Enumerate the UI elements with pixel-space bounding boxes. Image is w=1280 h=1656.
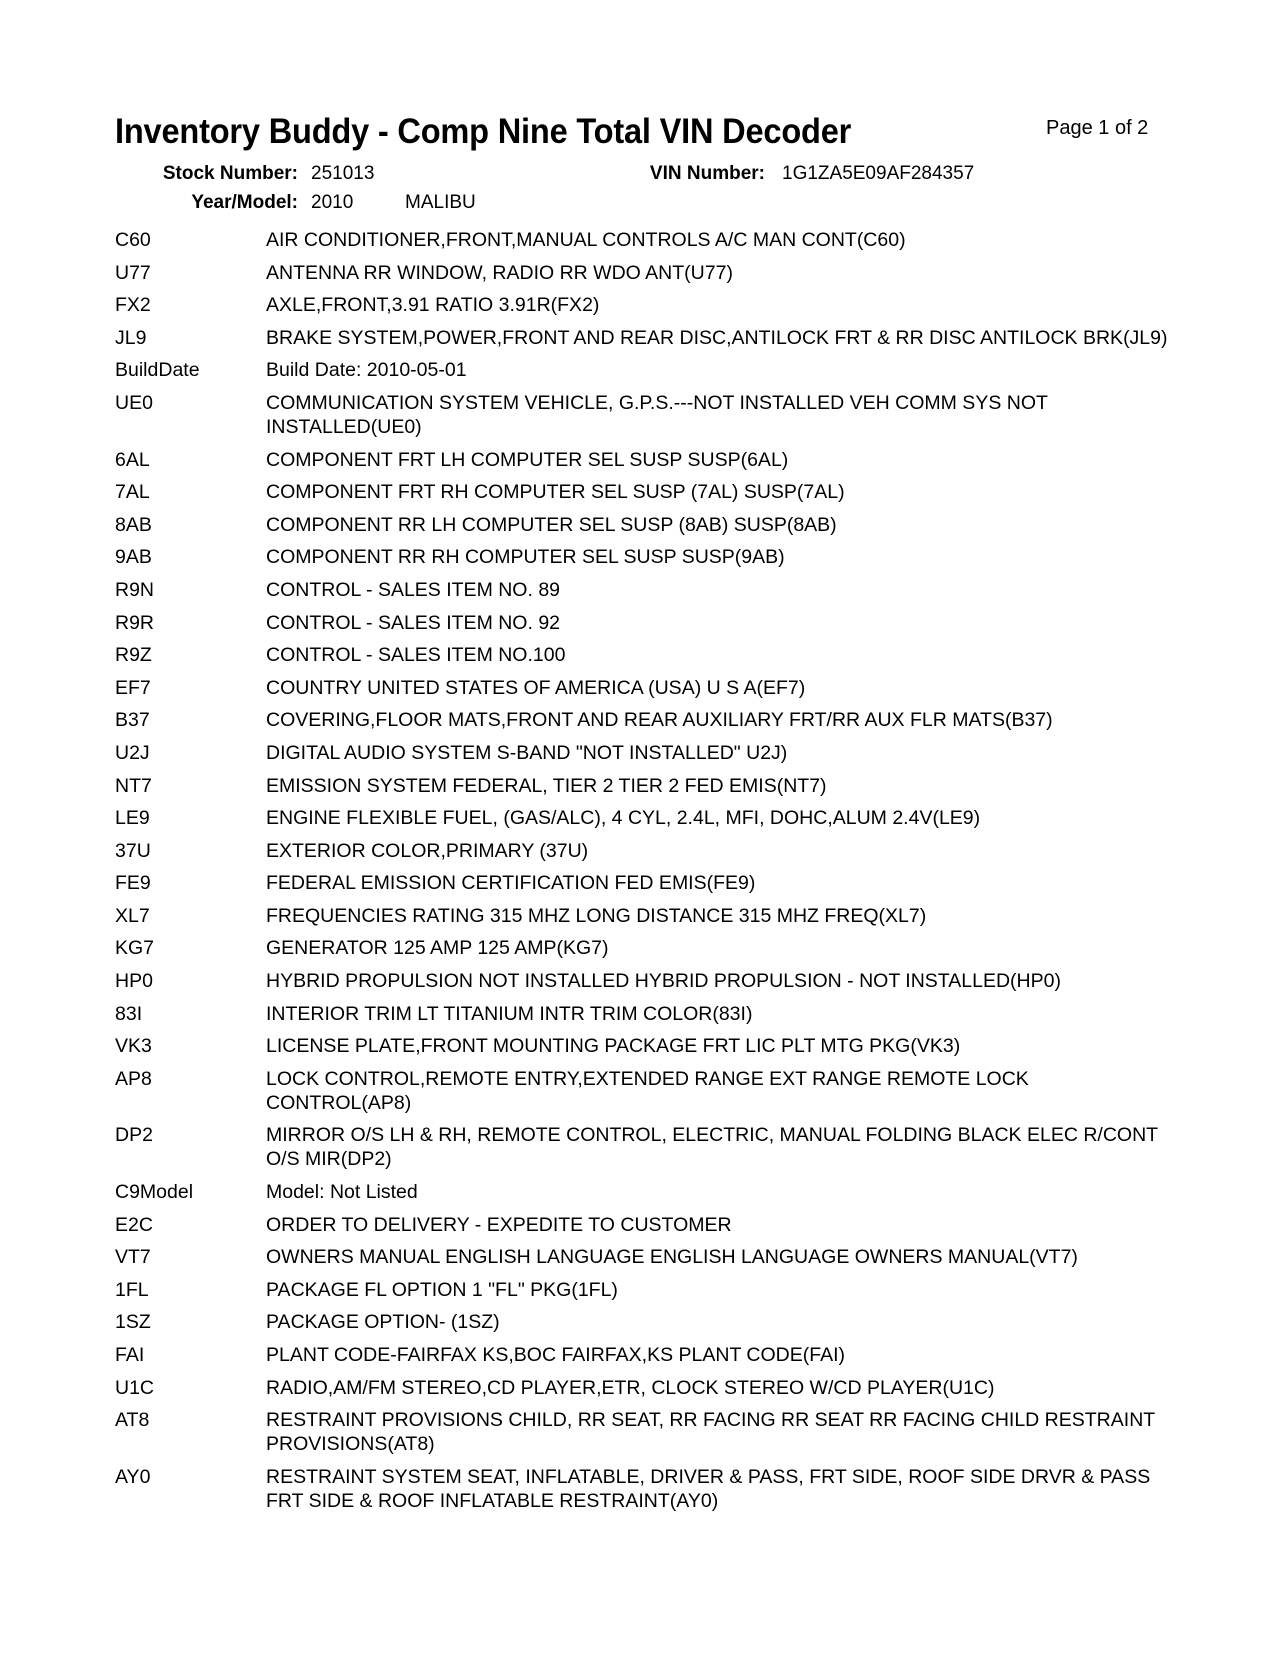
option-code: KG7 <box>115 937 155 960</box>
option-description: ANTENNA RR WINDOW, RADIO RR WDO ANT(U77) <box>266 261 733 284</box>
option-row <box>115 871 1175 895</box>
option-description: AXLE,FRONT,3.91 RATIO 3.91R(FX2) <box>266 294 600 317</box>
option-description: COUNTRY UNITED STATES OF AMERICA (USA) U S A(EF7) <box>266 676 806 699</box>
option-row <box>115 708 1175 732</box>
year-model-label: Year/Model: <box>191 192 298 213</box>
option-row <box>115 358 1175 382</box>
vin-number-value: 1G1ZA5E09AF284357 <box>782 163 975 184</box>
option-code: U1C <box>115 1376 155 1399</box>
option-code: HP0 <box>115 970 153 993</box>
option-description: DIGITAL AUDIO SYSTEM S-BAND "NOT INSTALLED" U2J) <box>266 741 788 764</box>
option-code: 6AL <box>115 448 150 471</box>
option-code: AT8 <box>115 1409 150 1432</box>
option-code: VT7 <box>115 1246 151 1269</box>
option-description: COVERING,FLOOR MATS,FRONT AND REAR AUXILIARY FRT/RR AUX FLR MATS(B37) <box>266 709 1053 732</box>
model-value: MALIBU <box>405 192 476 213</box>
option-description: INTERIOR TRIM LT TITANIUM INTR TRIM COLOR(83I) <box>266 1002 753 1025</box>
option-row <box>115 1245 1175 1269</box>
option-description: COMPONENT RR RH COMPUTER SEL SUSP SUSP(9AB) <box>266 546 785 569</box>
option-code: FE9 <box>115 872 151 895</box>
option-row <box>115 1180 1175 1204</box>
stock-number-value: 251013 <box>311 163 375 184</box>
option-row <box>115 1034 1175 1058</box>
page-title: Inventory Buddy - Comp Nine Total VIN Decoder <box>115 112 852 151</box>
option-description: CONTROL - SALES ITEM NO.100 <box>266 644 566 667</box>
option-row <box>115 293 1175 317</box>
option-row <box>115 261 1175 285</box>
option-description: RADIO,AM/FM STEREO,CD PLAYER,ETR, CLOCK STEREO W/CD PLAYER(U1C) <box>266 1376 995 1399</box>
option-row <box>115 839 1175 863</box>
option-description: ORDER TO DELIVERY - EXPEDITE TO CUSTOMER <box>266 1213 732 1236</box>
option-code: C60 <box>115 229 151 251</box>
option-code: C9Model <box>115 1181 194 1204</box>
option-row <box>115 611 1175 635</box>
option-description: COMPONENT FRT RH COMPUTER SEL SUSP (7AL) SUSP(7AL) <box>266 481 845 504</box>
option-row <box>115 936 1175 960</box>
option-row <box>115 969 1175 993</box>
option-description: EMISSION SYSTEM FEDERAL, TIER 2 TIER 2 FED EMIS(NT7) <box>266 774 827 797</box>
option-description: LICENSE PLATE,FRONT MOUNTING PACKAGE FRT LIC PLT MTG PKG(VK3) <box>266 1035 961 1058</box>
option-code: 83I <box>115 1002 143 1025</box>
option-description: CONTROL - SALES ITEM NO. 92 <box>266 611 561 634</box>
option-code: FAI <box>115 1344 145 1366</box>
option-code: 8AB <box>115 513 152 536</box>
option-row <box>115 326 1175 350</box>
option-description: PLANT CODE-FAIRFAX KS,BOC FAIRFAX,KS PLANT CODE(FAI) <box>266 1344 846 1366</box>
option-row <box>115 1343 1175 1367</box>
option-description: CONTROL - SALES ITEM NO. 89 <box>266 578 561 601</box>
option-code: XL7 <box>115 904 150 927</box>
option-code: NT7 <box>115 774 152 797</box>
option-description: OWNERS MANUAL ENGLISH LANGUAGE ENGLISH LANGUAGE OWNERS MANUAL(VT7) <box>266 1246 1078 1269</box>
option-description: PACKAGE OPTION- (1SZ) <box>266 1311 500 1334</box>
option-description: FREQUENCIES RATING 315 MHZ LONG DISTANCE 315 MHZ FREQ(XL7) <box>266 904 927 927</box>
option-row <box>115 513 1175 537</box>
option-description: EXTERIOR COLOR,PRIMARY (37U) <box>266 839 589 862</box>
option-row <box>115 228 1175 252</box>
option-description: Build Date: 2010-05-01 <box>266 359 467 382</box>
option-code: DP2 <box>115 1124 153 1147</box>
option-description: AIR CONDITIONER,FRONT,MANUAL CONTROLS A/C MAN CONT(C60) <box>266 229 906 251</box>
option-description: ENGINE FLEXIBLE FUEL, (GAS/ALC), 4 CYL, 2.4L, MFI, DOHC,ALUM 2.4V(LE9) <box>266 807 981 830</box>
option-description: HYBRID PROPULSION NOT INSTALLED HYBRID PROPULSION - NOT INSTALLED(HP0) <box>266 970 1061 993</box>
option-description: MIRROR O/S LH & RH, REMOTE CONTROL, ELECTRIC, MANUAL FOLDING BLACK ELEC R/CONT O/S MIR(DP2) <box>266 1124 1158 1171</box>
option-code-list <box>115 228 1175 1521</box>
option-code: U2J <box>115 741 150 764</box>
option-row <box>115 1376 1175 1400</box>
option-code: E2C <box>115 1213 153 1236</box>
option-row <box>115 774 1175 798</box>
option-row <box>115 1278 1175 1302</box>
option-description: RESTRAINT PROVISIONS CHILD, RR SEAT, RR FACING RR SEAT RR FACING CHILD RESTRAINT PROVISIONS(AT8) <box>266 1409 1155 1456</box>
option-description: RESTRAINT SYSTEM SEAT, INFLATABLE, DRIVER & PASS, FRT SIDE, ROOF SIDE DRVR & PASS FRT SIDE & ROOF INFLATABLE RESTRAINT(AY0) <box>266 1465 1151 1512</box>
vin-number-label: VIN Number: <box>649 163 765 184</box>
page-number: Page 1 of 2 <box>1046 117 1149 139</box>
option-code: 1FL <box>115 1278 149 1301</box>
option-code: UE0 <box>115 391 153 414</box>
option-row <box>115 480 1175 504</box>
option-row <box>115 741 1175 765</box>
option-row <box>115 1310 1175 1334</box>
option-code: LE9 <box>115 807 150 830</box>
option-code: FX2 <box>115 294 151 317</box>
option-code: AP8 <box>115 1067 152 1090</box>
option-code: EF7 <box>115 676 151 699</box>
option-code: R9R <box>115 611 155 634</box>
option-row <box>115 448 1175 472</box>
option-row <box>115 904 1175 928</box>
option-row <box>115 676 1175 700</box>
option-code: VK3 <box>115 1035 152 1058</box>
option-description: LOCK CONTROL,REMOTE ENTRY,EXTENDED RANGE EXT RANGE REMOTE LOCK CONTROL(AP8) <box>266 1067 1029 1114</box>
option-description: BRAKE SYSTEM,POWER,FRONT AND REAR DISC,ANTILOCK FRT & RR DISC ANTILOCK BRK(JL9) <box>266 326 1168 349</box>
option-code: R9N <box>115 578 155 601</box>
option-description: PACKAGE FL OPTION 1 "FL" PKG(1FL) <box>266 1278 618 1301</box>
option-code: U77 <box>115 261 151 284</box>
option-row <box>115 1002 1175 1026</box>
option-row <box>115 545 1175 569</box>
option-description: GENERATOR 125 AMP 125 AMP(KG7) <box>266 937 609 960</box>
option-description: COMPONENT RR LH COMPUTER SEL SUSP (8AB) SUSP(8AB) <box>266 513 837 536</box>
option-code: B37 <box>115 709 150 732</box>
option-code: BuildDate <box>115 359 200 382</box>
option-code: 1SZ <box>115 1311 151 1334</box>
option-row <box>115 1067 1175 1115</box>
option-description: FEDERAL EMISSION CERTIFICATION FED EMIS(FE9) <box>266 872 756 895</box>
option-row <box>115 806 1175 830</box>
option-row <box>115 391 1175 439</box>
option-code: 9AB <box>115 546 152 569</box>
stock-number-label: Stock Number: <box>162 163 298 184</box>
option-row <box>115 1123 1175 1171</box>
option-row <box>115 578 1175 602</box>
option-row <box>115 643 1175 667</box>
option-description: COMPONENT FRT LH COMPUTER SEL SUSP SUSP(6AL) <box>266 448 789 471</box>
option-description: Model: Not Listed <box>266 1181 418 1204</box>
year-value: 2010 <box>311 192 354 213</box>
option-code: 7AL <box>115 481 150 504</box>
option-row <box>115 1213 1175 1237</box>
option-code: 37U <box>115 839 151 862</box>
option-code: JL9 <box>115 326 147 349</box>
option-description: COMMUNICATION SYSTEM VEHICLE, G.P.S.---NOT INSTALLED VEH COMM SYS NOT INSTALLED(UE0) <box>266 391 1048 438</box>
option-code: AY0 <box>115 1465 151 1488</box>
option-row <box>115 1465 1175 1513</box>
option-code: R9Z <box>115 644 152 667</box>
option-row <box>115 1408 1175 1456</box>
